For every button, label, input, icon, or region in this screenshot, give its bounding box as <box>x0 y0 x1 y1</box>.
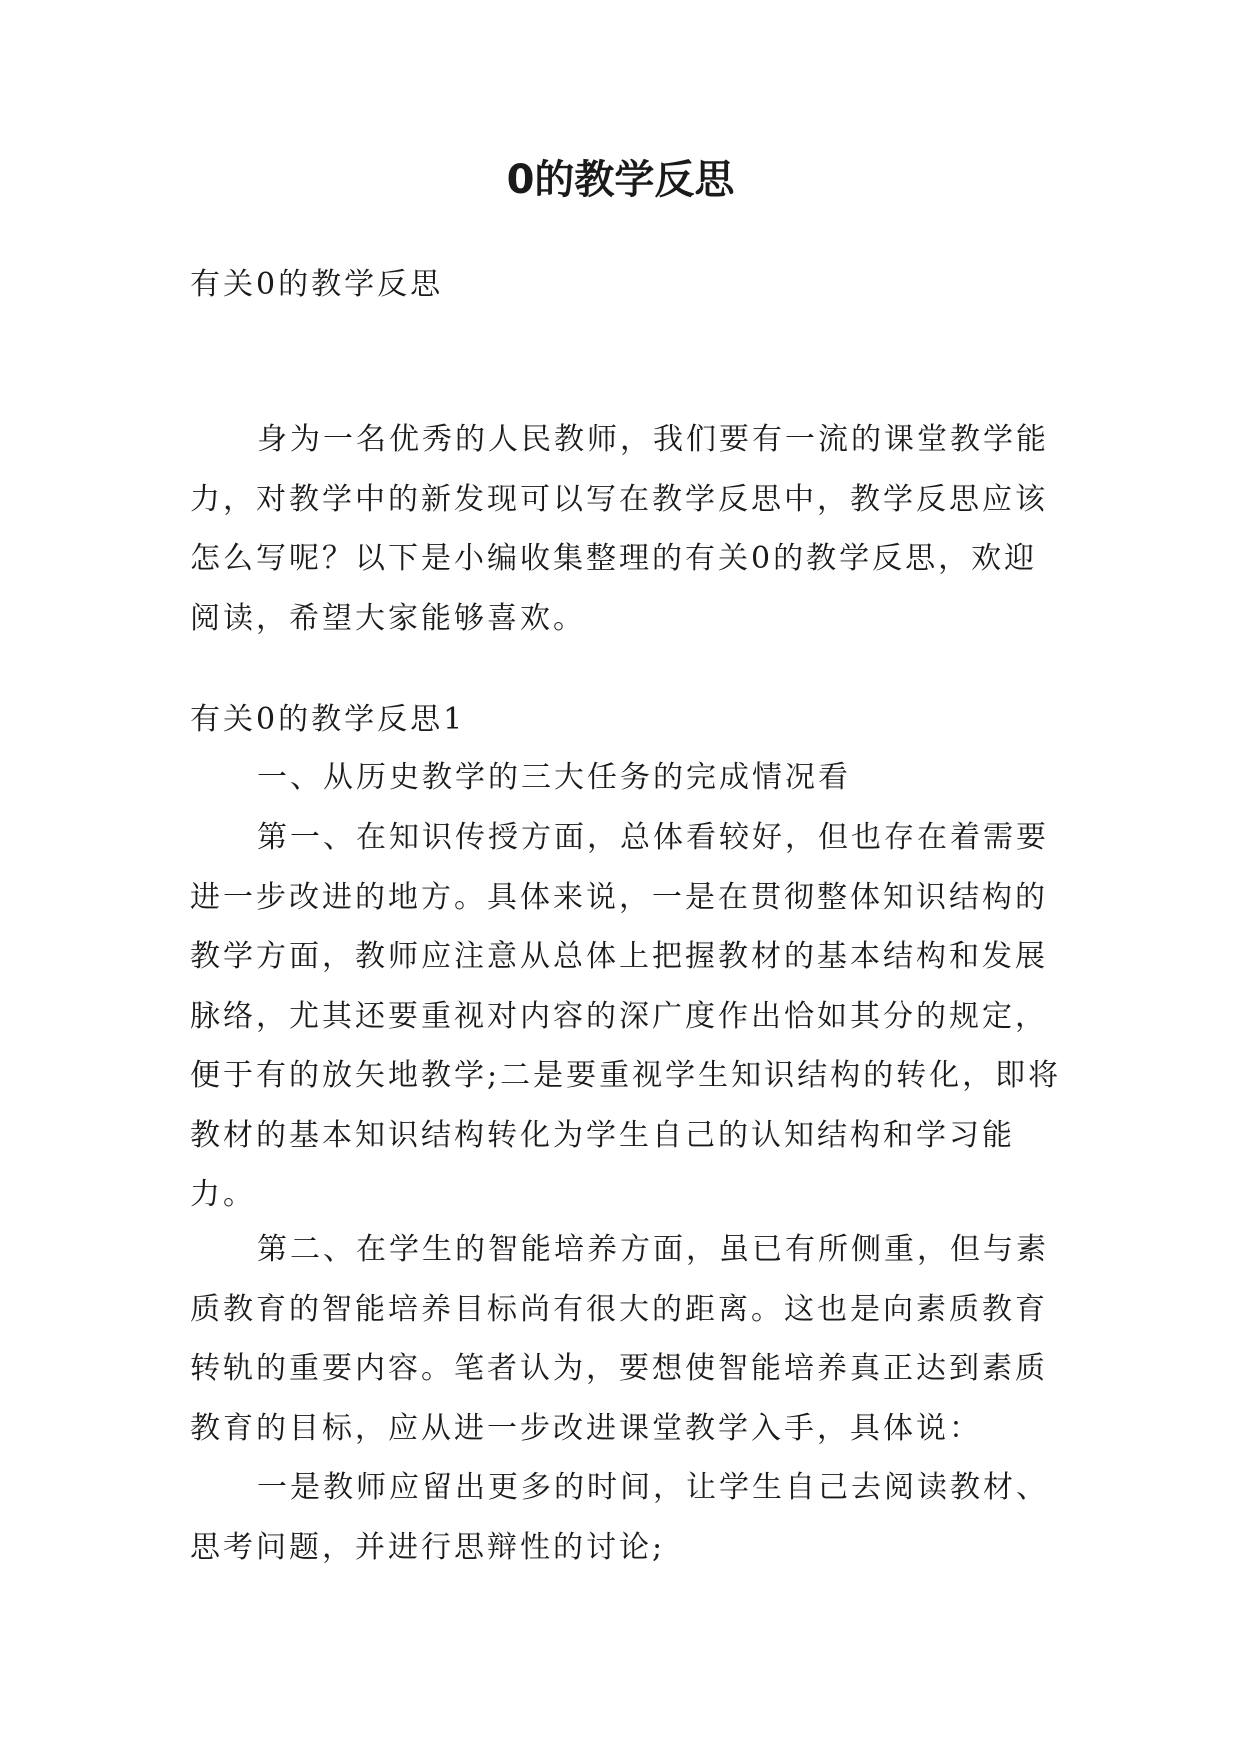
body-paragraph-3: 第二、在学生的智能培养方面，虽已有所侧重，但与素质教育的智能培养目标尚有很大的距离。这也是向素质教育转轨的重要内容。笔者认为，要想使智能培养真正达到素质教育的目标，应从进一步改进课堂教学入手，具体说： <box>190 1232 1049 1446</box>
body-paragraph-1: 一、从历史教学的三大任务的完成情况看 <box>257 760 851 795</box>
section-heading: 有关0的教学反思1 <box>190 702 466 737</box>
intro-paragraph: 身为一名优秀的人民教师，我们要有一流的课堂教学能力，对教学中的新发现可以写在教学反思中，教学反思应该怎么写呢？以下是小编收集整理的有关0的教学反思，欢迎阅读，希望大家能够喜欢。 <box>190 422 1049 636</box>
document-title: 0的教学反思 <box>506 157 735 203</box>
document-subtitle: 有关0的教学反思 <box>190 267 444 302</box>
body-paragraph-4: 一是教师应留出更多的时间，让学生自己去阅读教材、思考问题，并进行思辩性的讨论; <box>190 1470 1049 1565</box>
body-paragraph-2: 第一、在知识传授方面，总体看较好，但也存在着需要进一步改进的地方。具体来说，一是在贯彻整体知识结构的教学方面，教师应注意从总体上把握教材的基本结构和发展脉络，尤其还要重视对内容的深广度作出恰如其分的规定，便于有的放矢地教学;二是要重视学生知识结构的转化，即将教材的基本知识结构转化为学生自己的认知结构和学习能力。 <box>190 820 1062 1212</box>
